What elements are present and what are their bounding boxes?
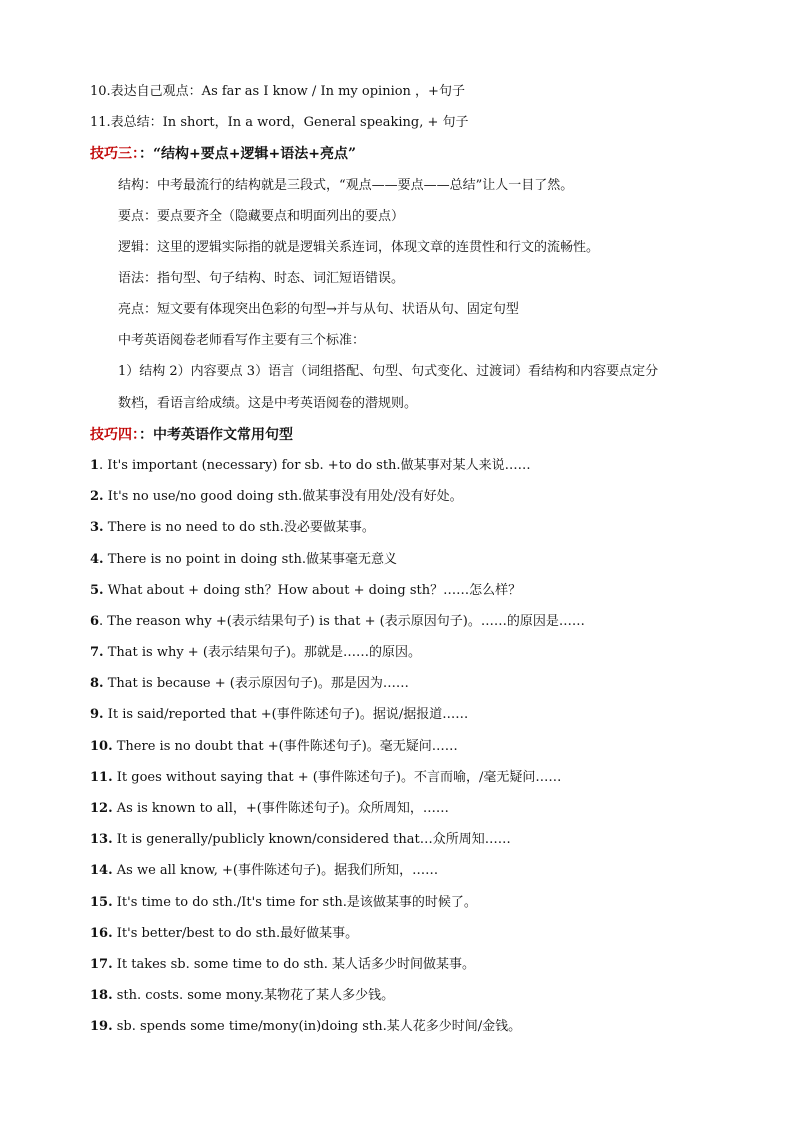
item-text: As is known to all，+(事件陈述句子)。众所周知，…… (112, 801, 449, 816)
item-number: 17. (90, 957, 113, 972)
item-number: 8. (90, 676, 104, 691)
item-number: 1 (90, 458, 100, 473)
item-number: 10. (90, 739, 113, 754)
paragraph: 结构：中考最流行的结构就是三段式，“观点——要点——总结”让人一目了然。 (118, 178, 574, 193)
item-text: That is why + (表示结果句子)。那就是……的原因。 (103, 645, 421, 660)
item-number: 7. (90, 645, 104, 660)
item-number: 3. (90, 520, 104, 535)
list-item (90, 894, 477, 912)
section-tag: 技巧四： (90, 427, 139, 443)
item-text: It is said/reported that +(事件陈述句子)。据说/据报道…… (103, 707, 469, 722)
item-number: 15. (90, 895, 113, 910)
item-text: It's no use/no good doing sth.做某事没有用处/没有好处。 (103, 489, 463, 504)
paragraph: 要点：要点要齐全（隐藏要点和明面列出的要点） (118, 209, 405, 224)
section-title: ：“结构+要点+逻辑+语法+亮点” (139, 146, 357, 162)
item-text: That is because + (表示原因句子)。那是因为…… (103, 676, 409, 691)
item-number: 2. (90, 489, 104, 504)
item-text: What about + doing sth？How about + doing sth？……怎么样？ (103, 583, 522, 598)
list-item (90, 862, 438, 880)
list-item (90, 925, 358, 943)
item-text: There is no need to do sth.没必要做某事。 (103, 520, 375, 535)
paragraph: 数档，看语言给成绩。这是中考英语阅卷的潜规则。 (118, 396, 418, 411)
list-item (90, 519, 375, 537)
list-item (90, 457, 531, 475)
list-item (90, 675, 409, 693)
text-line: 10.表达自己观点：As far as I know / In my opinion ，+句子 (90, 84, 465, 99)
item-text: It takes sb. some time to do sth. 某人话多少时间做某事。 (112, 957, 476, 972)
item-number: 4. (90, 552, 104, 567)
item-text: As we all know, +(事件陈述句子)。据我们所知，…… (112, 863, 439, 878)
item-text: There is no doubt that +(事件陈述句子)。毫无疑问…… (112, 739, 458, 754)
list-item (90, 644, 421, 662)
paragraph: 语法：指句型、句子结构、时态、词汇短语错误。 (118, 271, 405, 286)
paragraph: 1）结构 2）内容要点 3）语言（词组搭配、句型、句式变化、过渡词）看结构和内容要点定分 (118, 364, 659, 379)
item-number: 18. (90, 988, 113, 1003)
item-number: 19. (90, 1019, 113, 1034)
list-item (90, 1018, 521, 1036)
item-text: . It's important (necessary) for sb. +to do sth.做某事对某人来说…… (99, 458, 531, 473)
item-number: 14. (90, 863, 113, 878)
item-text: It goes without saying that + (事件陈述句子)。不言而喻，/毫无疑问…… (112, 770, 562, 785)
section-tag: 技巧三： (90, 146, 139, 162)
item-text: It's better/best to do sth.最好做某事。 (112, 926, 359, 941)
list-item (90, 956, 475, 974)
paragraph: 中考英语阅卷老师看写作主要有三个标准： (118, 333, 366, 348)
item-text: sth. costs. some mony.某物花了某人多少钱。 (112, 988, 395, 1003)
section-heading (90, 426, 293, 444)
list-item (90, 769, 561, 787)
item-text: . The reason why +(表示结果句子) is that + (表示原因句子)。……的原因是…… (99, 614, 585, 629)
item-number: 13. (90, 832, 113, 847)
list-item (90, 987, 394, 1005)
item-number: 12. (90, 801, 113, 816)
section-title: ：中考英语作文常用句型 (139, 427, 293, 443)
list-item (90, 551, 397, 569)
item-number: 9. (90, 707, 104, 722)
list-item (90, 613, 585, 631)
item-text: It's time to do sth./It's time for sth.是该做某事的时候了。 (112, 895, 477, 910)
item-number: 11. (90, 770, 113, 785)
text-line: 11.表总结：In short，In a word，General speaking, + 句子 (90, 115, 469, 130)
list-item (90, 488, 463, 506)
paragraph: 逻辑：这里的逻辑实际指的就是逻辑关系连词，体现文章的连贯性和行文的流畅性。 (118, 240, 600, 255)
item-text: There is no point in doing sth.做某事毫无意义 (103, 552, 398, 567)
item-number: 16. (90, 926, 113, 941)
item-number: 6 (90, 614, 100, 629)
paragraph: 亮点：短文要有体现突出色彩的句型→并与从句、状语从句、固定句型 (118, 302, 519, 317)
list-item (90, 738, 458, 756)
item-text: It is generally/publicly known/considered that…众所周知…… (112, 832, 511, 847)
item-text: sb. spends some time/mony(in)doing sth.某人花多少时间/金钱。 (112, 1019, 522, 1034)
list-item (90, 800, 449, 818)
item-number: 5. (90, 583, 104, 598)
list-item (90, 831, 511, 849)
list-item (90, 706, 468, 724)
list-item (90, 582, 521, 600)
section-heading (90, 145, 356, 163)
